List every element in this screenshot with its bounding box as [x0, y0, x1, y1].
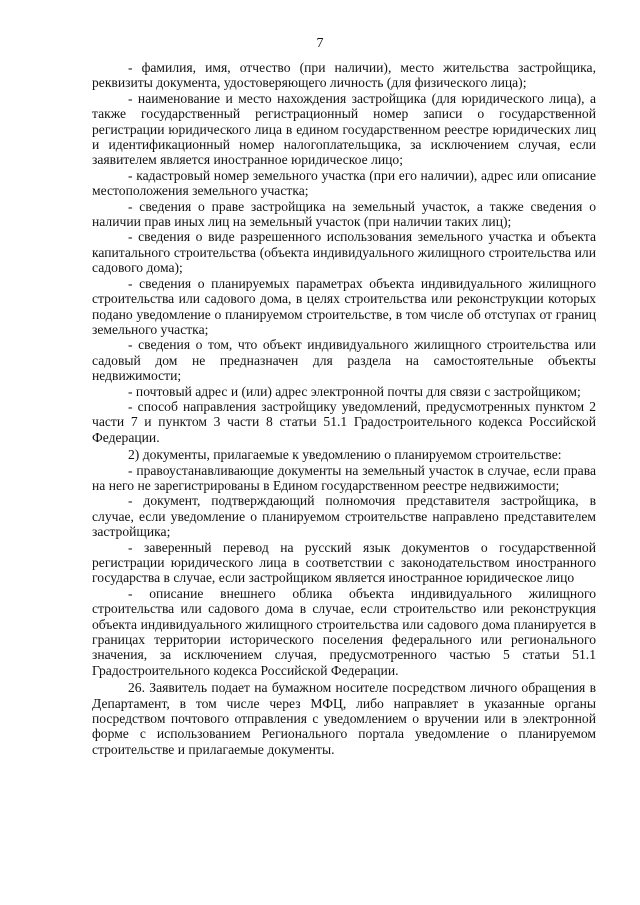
paragraph-land-rights: - сведения о праве застройщика на земельный участок, а также сведения о наличии прав иных лиц на земельный участок (при наличии таких лиц); [92, 198, 596, 230]
page-number: 7 [316, 36, 324, 51]
paragraph-attached-documents-heading: 2) документы, прилагаемые к уведомлению о планируемом строительстве: [128, 447, 562, 463]
paragraph-representative-authority: - документ, подтверждающий полномочия представителя застройщика, в случае, если уведомление о планируемом строительстве направлено представителем застройщика; [92, 493, 596, 540]
paragraph-applicant-name: - фамилия, имя, отчество (при наличии), место жительства застройщика, реквизиты документа, удостоверяющего личность (для физического лица); [92, 60, 596, 91]
paragraph-exterior-description: - описание внешнего облика объекта индивидуального жилищного строительства или садового дома в случае, если строительство или реконструкция объекта индивидуального жилищного строительства или садового дома планируется в границах территории исторического поселения федерального или регионального значения, за исключением случая, предусмотренного частью 5 статьи 51.1 Градостроительного кодекса Российской Федерации. [92, 585, 596, 678]
paragraph-contact-address: - почтовый адрес и (или) адрес электронной почты для связи с застройщиком; [128, 383, 581, 399]
document-body [92, 60, 596, 757]
paragraph-permitted-use: - сведения о виде разрешенного использования земельного участка и объекта капитального строительства (объекта индивидуального жилищного строительства или садового дома); [92, 229, 596, 276]
paragraph-planned-parameters: - сведения о планируемых параметрах объекта индивидуального жилищного строительства или садового дома, в целях строительства или реконструкции которых подано уведомление о планируемом строительстве, в том числе об отступах от границ земельного участка; [92, 275, 596, 337]
paragraph-certified-translation: - заверенный перевод на русский язык документов о государственной регистрации юридического лица в соответствии с законодательством иностранного государства в случае, если застройщиком является иностранное юридическое лицо [92, 539, 596, 586]
paragraph-item-26-submission: 26. Заявитель подает на бумажном носителе посредством личного обращения в Департамент, в том числе через МФЦ, либо направляет в указанные органы посредством почтового отправления с уведомлением о вручении или в электронной форме с использованием Регионального портала уведомление о планируемом строительстве и прилагаемые документы. [92, 680, 596, 757]
paragraph-legal-entity-details: - наименование и место нахождения застройщика (для юридического лица), а также государственный регистрационный номер записи о государственной регистрации юридического лица в едином государственном реестре юридических лиц и идентификационный номер налогоплательщика, за исключением случая, если заявителем является иностранное юридическое лицо; [92, 90, 596, 168]
paragraph-cadastral-number: - кадастровый номер земельного участка (при его наличии), адрес или описание местоположения земельного участка; [92, 167, 596, 199]
paragraph-title-documents: - правоустанавливающие документы на земельный участок в случае, если права на него не зарегистрированы в Едином государственном реестре недвижимости; [92, 462, 596, 493]
paragraph-notification-method: - способ направления застройщику уведомлений, предусмотренных пунктом 2 части 7 и пунктом 3 части 8 статьи 51.1 Градостроительного кодекса Российской Федерации. [92, 398, 596, 445]
paragraph-not-for-division: - сведения о том, что объект индивидуального жилищного строительства или садовый дом не предназначен для раздела на самостоятельные объекты недвижимости; [92, 337, 596, 384]
